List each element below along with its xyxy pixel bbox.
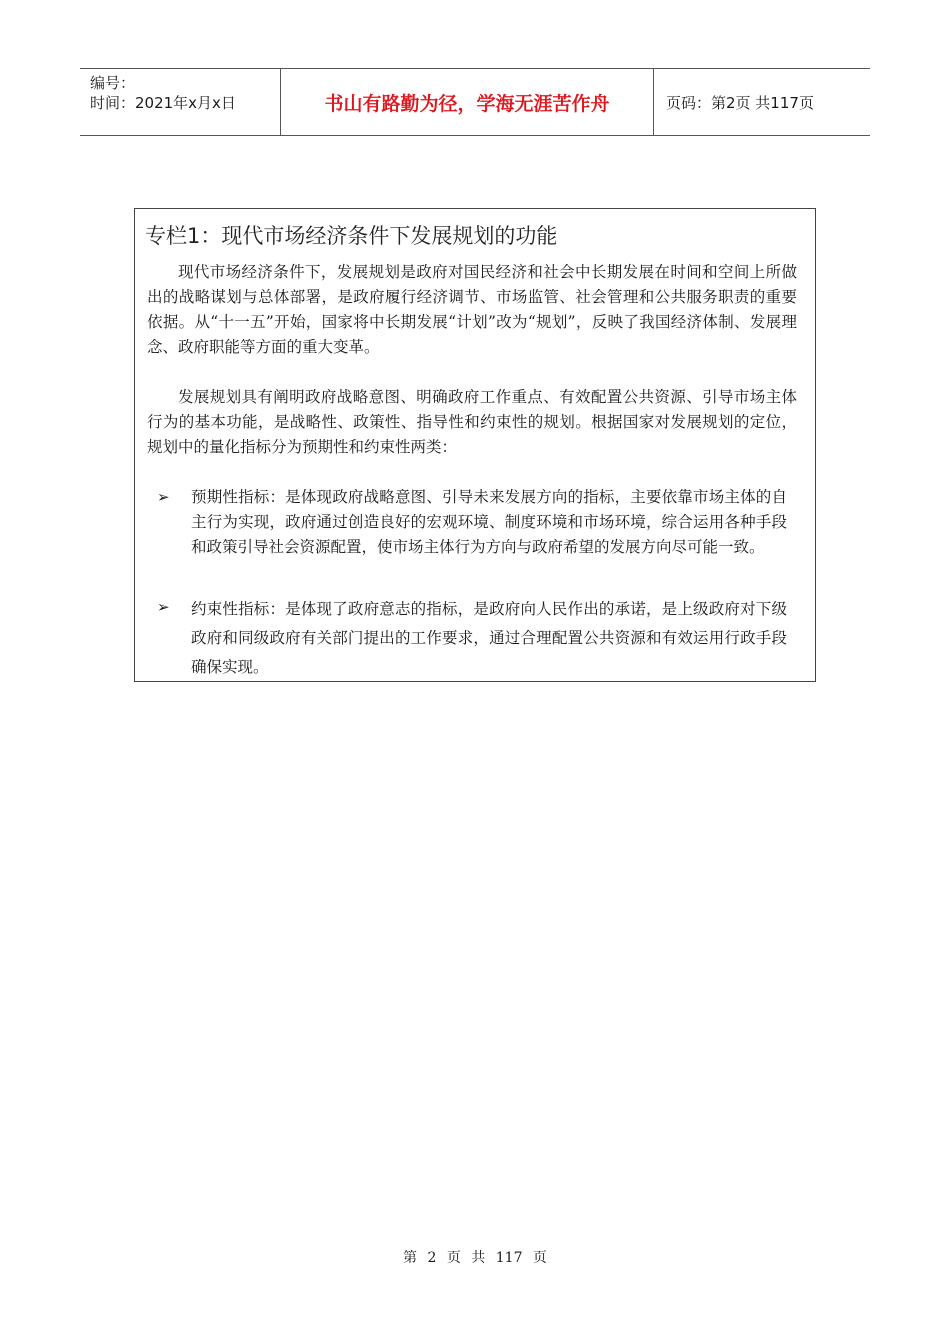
box-title: 专栏1：现代市场经济条件下发展规划的功能	[145, 224, 558, 248]
document-number-label: 编号：	[90, 74, 136, 92]
page-footer: 第 2 页 共 117 页	[403, 1250, 547, 1266]
header-page-number: 页码：第2页 共117页	[666, 93, 814, 112]
document-date-label: 时间：2021年x月x日	[90, 94, 236, 112]
bullet-text: 约束性指标：是体现了政府意志的指标，是政府向人民作出的承诺，是上级政府对下级政府和同级政府有关部门提出的工作要求，通过合理配置公共资源和有效运用行政手段确保实现。	[191, 600, 787, 676]
page-header	[80, 68, 870, 136]
header-motto: 书山有路勤为径，学海无涯苦作舟	[281, 69, 654, 135]
bullet-item	[157, 595, 787, 682]
box-paragraph: 现代市场经济条件下，发展规划是政府对国民经济和社会中长期发展在时间和空间上所做出的战略谋划与总体部署，是政府履行经济调节、市场监管、社会管理和公共服务职责的重要依据。从“十一五”开始，国家将中长期发展“计划”改为“规划”，反映了我国经济体制、发展理念、政府职能等方面的重大变革。	[147, 263, 797, 356]
header-meta	[80, 69, 281, 135]
sidebar-box	[134, 208, 816, 682]
arrow-bullet-icon: ➢	[157, 598, 170, 616]
bullet-text: 预期性指标：是体现政府战略意图、引导未来发展方向的指标，主要依靠市场主体的自主行为实现，政府通过创造良好的宏观环境、制度环境和市场环境，综合运用各种手段和政策引导社会资源配置，使市场主体行为方向与政府希望的发展方向尽可能一致。	[191, 488, 787, 556]
arrow-bullet-icon: ➢	[157, 488, 170, 506]
box-paragraph: 发展规划具有阐明政府战略意图、明确政府工作重点、有效配置公共资源、引导市场主体行为的基本功能，是战略性、政策性、指导性和约束性的规划。根据国家对发展规划的定位，规划中的量化指标分为预期性和约束性两类：	[147, 388, 797, 456]
bullet-item	[157, 485, 787, 560]
